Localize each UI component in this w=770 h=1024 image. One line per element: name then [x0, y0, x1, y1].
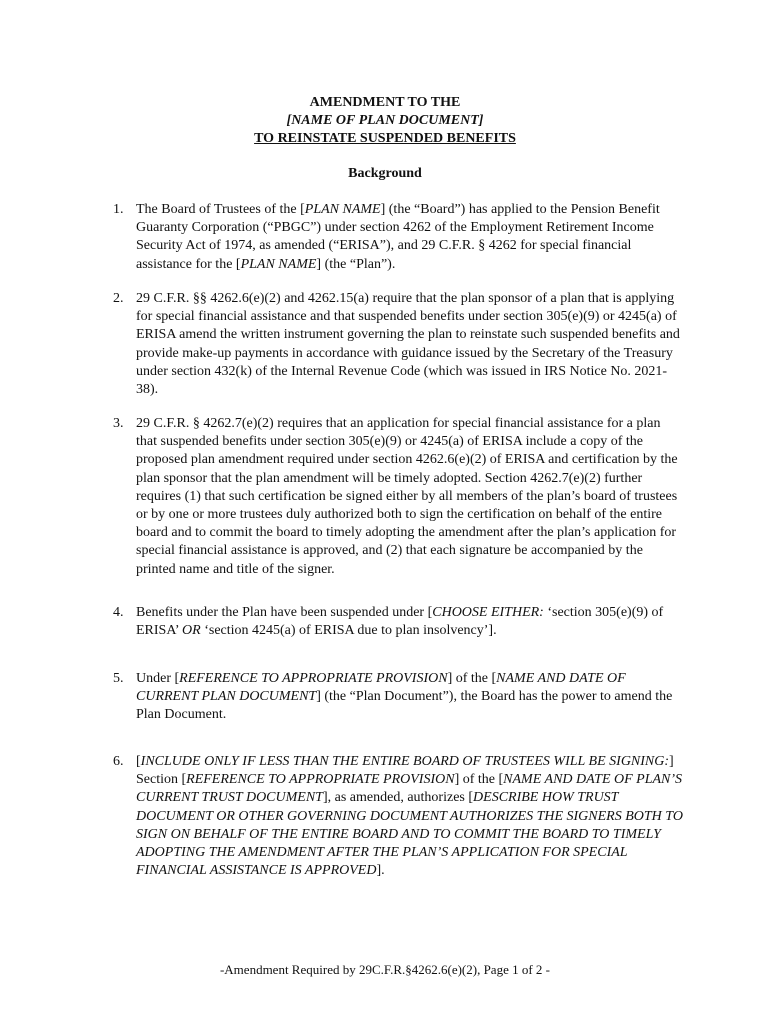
body-text: ] (the “Plan”). — [316, 256, 396, 272]
body-text: ] (the “Board”) has applied to the Pension Benefit Guaranty Corporation (“PBGC”) under section 4262 of the Employment Retirement Income Security Act of 1974, as amended (“ERISA”), and 29 C.F.R. § 4262 for special financial assistance for the [ — [136, 202, 660, 272]
title-line-2: [NAME OF PLAN DOCUMENT] — [286, 113, 484, 128]
paragraph-text — [136, 201, 683, 274]
body-text: ‘section 305(e)(9) of ERISA’ — [136, 605, 664, 639]
placeholder-text: REFERENCE TO APPROPRIATE PROVISION — [186, 772, 455, 788]
body-text: 29 C.F.R. §§ 4262.6(e)(2) and 4262.15(a) require that the plan sponsor of a plan that is applying for special financial assistance and that suspended benefits under section 305(e)(9) or 4245(a) of ERISA amend the written instrument governing the plan to reinstate such suspended benefits and provide make-up payments in accordance with guidance issued by the Secretary of the Treasury under section 432(k) of the Internal Revenue Code (which was issued in IRS Notice No. 2021-38). — [136, 291, 680, 398]
paragraph-text — [136, 604, 683, 640]
placeholder-text: PLAN NAME — [240, 256, 317, 272]
body-text: ]. — [376, 863, 385, 879]
section-heading: Background — [348, 166, 422, 181]
paragraph-1 — [113, 201, 683, 274]
body-text: 29 C.F.R. § 4262.7(e)(2) requires that an application for special financial assistance for a plan that suspended benefits under section 305(e)(9) or 4245(a) of ERISA include a copy of the proposed plan amendment required under section 4262.6(e)(2) of ERISA and certification by the plan sponsor that the plan amendment will be timely adopted. Section 4262.7(e)(2) further requires (1) that such certification be signed either by all members of the plan’s board of trustees or by one or more trustees duly authorized both to sign the certification on behalf of the entire board and to commit the board to timely adopting the amendment after the plan’s application for special financial assistance is approved, and (2) that each signature be accompanied by the printed name and title of the signer. — [136, 416, 678, 577]
body-text: ] of the [ — [447, 671, 497, 686]
placeholder-text: INCLUDE ONLY IF LESS THAN THE ENTIRE BOARD OF TRUSTEES WILL BE SIGNING: — [140, 754, 670, 769]
paragraph-number: 3. — [113, 416, 124, 431]
placeholder-text: NAME AND DATE OF CURRENT PLAN DOCUMENT — [136, 671, 626, 705]
paragraph-3 — [113, 415, 683, 579]
placeholder-text: NAME AND DATE OF PLAN’S CURRENT TRUST DOCUMENT — [136, 772, 683, 806]
body-text: ], as amended, authorizes [ — [322, 790, 474, 806]
paragraph-number: 4. — [113, 605, 124, 620]
paragraph-4 — [113, 604, 683, 640]
title-line-1: AMENDMENT TO THE — [309, 95, 461, 110]
body-text: ] (the “Plan Document”), the Board has the power to amend the Plan Document. — [136, 689, 673, 723]
placeholder-text: DESCRIBE HOW TRUST DOCUMENT OR OTHER GOVERNING DOCUMENT AUTHORIZES THE SIGNERS BOTH TO SIGN ON BEHALF OF THE ENTIRE BOARD AND TO COMMIT THE BOARD TO TIMELY ADOPTING THE AMENDMENT AFTER THE PLAN’S APPLICATION FOR SPECIAL FINANCIAL ASSISTANCE IS APPROVED — [136, 790, 683, 879]
paragraph-text — [136, 753, 683, 880]
paragraph-6 — [113, 753, 683, 880]
placeholder-text: PLAN NAME — [304, 202, 381, 217]
placeholder-text: OR — [182, 623, 201, 639]
body-text: [ — [136, 754, 141, 769]
paragraph-2 — [113, 290, 683, 399]
paragraph-number: 6. — [113, 754, 124, 769]
paragraph-number: 1. — [113, 202, 124, 217]
body-text: ] of the [ — [454, 772, 504, 788]
title-line-3: TO REINSTATE SUSPENDED BENEFITS — [254, 131, 516, 146]
body-text: ] Section [ — [136, 754, 674, 788]
paragraph-text — [136, 415, 683, 579]
paragraph-number: 5. — [113, 671, 124, 686]
page-footer: -Amendment Required by 29C.F.R.§4262.6(e)(2), Page 1 of 2 - — [219, 962, 551, 977]
document-title — [0, 94, 770, 148]
body-text: Under [ — [136, 671, 180, 686]
body-text: ‘section 4245(a) of ERISA due to plan insolvency’]. — [200, 623, 497, 639]
paragraph-text — [136, 670, 683, 725]
paragraph-text — [136, 290, 683, 399]
paragraph-5 — [113, 670, 683, 725]
body-text: Benefits under the Plan have been suspended under [ — [136, 605, 433, 620]
body-text: The Board of Trustees of the [ — [136, 202, 305, 217]
paragraph-number: 2. — [113, 291, 124, 306]
placeholder-text: CHOOSE EITHER: — [432, 605, 544, 620]
placeholder-text: REFERENCE TO APPROPRIATE PROVISION — [179, 671, 448, 686]
